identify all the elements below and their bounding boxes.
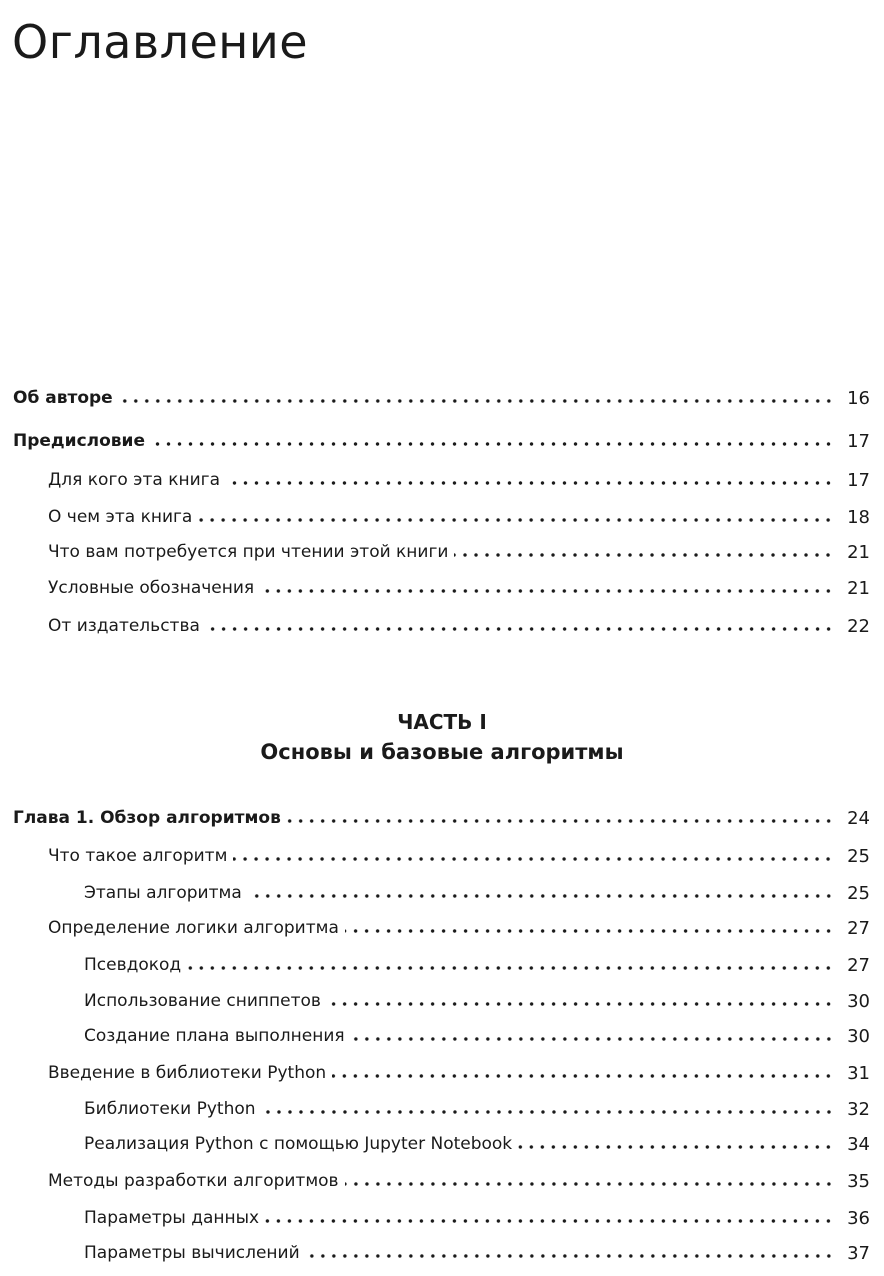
dot-leader bbox=[187, 966, 834, 970]
toc-entry-label: От издательства bbox=[48, 616, 200, 636]
toc-entry-label: Реализация Python с помощью Jupyter Notebook bbox=[84, 1134, 513, 1154]
toc-page-number: 27 bbox=[847, 917, 870, 939]
toc-page-number: 36 bbox=[847, 1207, 870, 1229]
toc-entry-algorithm-phases[interactable] bbox=[84, 878, 870, 908]
toc-page-number: 30 bbox=[847, 990, 870, 1012]
toc-page-number: 24 bbox=[847, 807, 870, 829]
toc-page-number: 21 bbox=[847, 577, 870, 599]
toc-entry-preface[interactable] bbox=[13, 426, 870, 456]
dot-leader bbox=[260, 589, 834, 593]
dot-leader bbox=[345, 1182, 834, 1186]
toc-entry-python-libraries[interactable] bbox=[84, 1094, 870, 1124]
toc-entry-label: Псевдокод bbox=[84, 955, 182, 975]
toc-entry-algorithm-logic[interactable] bbox=[48, 913, 870, 943]
toc-page-number: 16 bbox=[847, 387, 870, 409]
toc-entry-label: Этапы алгоритма bbox=[84, 883, 242, 903]
toc-entry-label: О чем эта книга bbox=[48, 507, 193, 527]
dot-leader bbox=[332, 1074, 834, 1078]
dot-leader bbox=[518, 1145, 834, 1149]
dot-leader bbox=[265, 1219, 834, 1223]
toc-entry-what-is-algorithm[interactable] bbox=[48, 841, 870, 871]
toc-page-number: 17 bbox=[847, 430, 870, 452]
toc-page-number: 35 bbox=[847, 1170, 870, 1192]
dot-leader bbox=[198, 518, 834, 522]
toc-entry-design-methods[interactable] bbox=[48, 1166, 870, 1196]
part-number: ЧАСТЬ I bbox=[397, 710, 487, 734]
toc-entry-label: Использование сниппетов bbox=[84, 991, 321, 1011]
toc-page-number: 34 bbox=[847, 1133, 870, 1155]
toc-page-number: 25 bbox=[847, 845, 870, 867]
toc-entry-chapter-1[interactable] bbox=[13, 803, 870, 833]
toc-entry-about-author[interactable] bbox=[13, 383, 870, 413]
dot-leader bbox=[151, 442, 834, 446]
toc-entry-label: Глава 1. Обзор алгоритмов bbox=[13, 808, 281, 828]
toc-page-number: 27 bbox=[847, 954, 870, 976]
toc-entry-label: Что вам потребуется при чтении этой книги bbox=[48, 542, 449, 562]
dot-leader bbox=[306, 1254, 834, 1258]
dot-leader bbox=[262, 1110, 834, 1114]
toc-entry-label: Об авторе bbox=[13, 388, 113, 408]
toc-page-number: 30 bbox=[847, 1025, 870, 1047]
toc-page-number: 18 bbox=[847, 506, 870, 528]
toc-entry-label: Библиотеки Python bbox=[84, 1099, 256, 1119]
toc-entry-label: Определение логики алгоритма bbox=[48, 918, 339, 938]
toc-page-number: 25 bbox=[847, 882, 870, 904]
toc-entry-about-book[interactable] bbox=[48, 502, 870, 532]
toc-entry-execution-plan[interactable] bbox=[84, 1021, 870, 1051]
toc-entry-label: Введение в библиотеки Python bbox=[48, 1063, 327, 1083]
dot-leader bbox=[233, 857, 834, 861]
dot-leader bbox=[327, 1002, 834, 1006]
dot-leader bbox=[119, 399, 834, 403]
dot-leader bbox=[345, 929, 834, 933]
dot-leader bbox=[248, 894, 834, 898]
toc-entry-audience[interactable] bbox=[48, 465, 870, 495]
toc-page-number: 37 bbox=[847, 1242, 870, 1264]
toc-entry-compute-parameters[interactable] bbox=[84, 1238, 870, 1268]
toc-page-number: 17 bbox=[847, 469, 870, 491]
dot-leader bbox=[287, 819, 834, 823]
toc-entry-conventions[interactable] bbox=[48, 573, 870, 603]
toc-entry-snippets[interactable] bbox=[84, 986, 870, 1016]
toc-entry-publisher[interactable] bbox=[48, 611, 870, 641]
toc-page-number: 21 bbox=[847, 541, 870, 563]
toc-page-number: 32 bbox=[847, 1098, 870, 1120]
dot-leader bbox=[206, 627, 834, 631]
toc-entry-label: Для кого эта книга bbox=[48, 470, 221, 490]
toc-page-number: 22 bbox=[847, 615, 870, 637]
toc-entry-data-parameters[interactable] bbox=[84, 1203, 870, 1233]
part-heading bbox=[0, 707, 884, 767]
toc-entry-label: Что такое алгоритм bbox=[48, 846, 228, 866]
part-title: Основы и базовые алгоритмы bbox=[260, 740, 624, 764]
toc-entry-label: Условные обозначения bbox=[48, 578, 255, 598]
dot-leader bbox=[351, 1037, 834, 1041]
toc-entry-requirements[interactable] bbox=[48, 537, 870, 567]
toc-entry-label: Параметры вычислений bbox=[84, 1243, 300, 1263]
toc-entry-python-libraries-intro[interactable] bbox=[48, 1058, 870, 1088]
dot-leader bbox=[226, 481, 834, 485]
dot-leader bbox=[454, 553, 834, 557]
toc-entry-jupyter-notebook[interactable] bbox=[84, 1129, 870, 1159]
toc-entry-label: Параметры данных bbox=[84, 1208, 260, 1228]
toc-entry-label: Создание плана выполнения bbox=[84, 1026, 345, 1046]
toc-entry-label: Предисловие bbox=[13, 431, 145, 451]
toc-entry-pseudocode[interactable] bbox=[84, 950, 870, 980]
toc-entry-label: Методы разработки алгоритмов bbox=[48, 1171, 339, 1191]
page-title: Оглавление bbox=[12, 15, 309, 69]
toc-page-number: 31 bbox=[847, 1062, 870, 1084]
